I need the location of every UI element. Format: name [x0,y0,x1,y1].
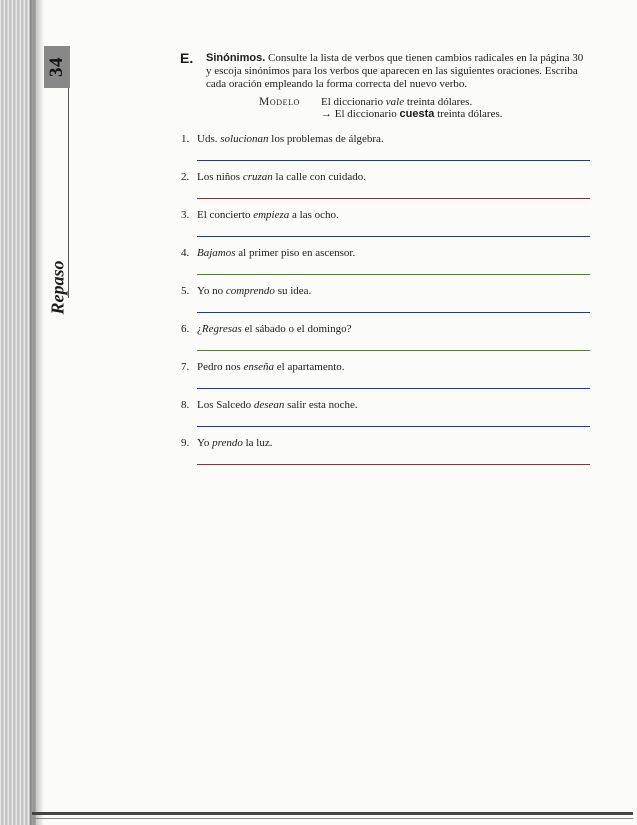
item-sentence [197,171,366,183]
instructions-text: Consulte la lista de verbos que tienen cambios radicales en la página 30 y escoja sinónimos para los verbos que aparecen en las siguientes oraciones. Escriba cada oración empleando la forma correcta del nuevo verbo. [206,52,584,90]
item-text-end: a las ocho. [289,209,339,221]
item-verb: desean [253,399,285,411]
item-number: 9. [181,437,190,449]
answer-line[interactable] [197,464,590,465]
exercise-item [181,394,591,432]
model-answer-end: treinta dólares. [434,108,503,120]
section-label [46,252,70,322]
model-sentence-end: treinta dólares. [404,96,473,108]
item-number: 3. [181,209,190,221]
item-text-start: Yo no [197,285,226,297]
item-verb: Bajamos [197,247,236,259]
item-text-start: El concierto [197,209,254,221]
item-number: 5. [181,285,190,297]
item-text-end: al primer piso en ascensor. [235,247,356,259]
item-text-start: ¿ [197,323,202,335]
answer-line[interactable] [197,160,590,161]
exercise-item [181,166,591,204]
item-text-start: Los niños [197,171,243,183]
item-text-start: Los Salcedo [197,399,254,411]
item-sentence [197,133,384,145]
item-sentence [197,209,339,221]
item-verb: Regresas [201,323,242,335]
item-sentence [197,361,345,373]
model-sentence [321,96,581,108]
item-number: 8. [181,399,190,411]
exercise-title: Sinónimos. [206,52,266,64]
item-number: 4. [181,247,190,259]
answer-line[interactable] [197,426,590,427]
answer-line[interactable] [197,198,590,199]
item-number: 1. [181,133,190,145]
item-text-end: la calle con cuidado. [272,171,366,183]
item-number: 6. [181,323,190,335]
exercise-item [181,280,591,318]
answer-line[interactable] [197,274,590,275]
item-number: 2. [181,171,190,183]
model-sentence-start: El diccionario [321,96,386,108]
item-text-end: los problemas de álgebra. [268,133,384,145]
answer-line[interactable] [197,236,590,237]
exercise-item [181,356,591,394]
page-number-tab [44,46,70,88]
page-number: 34 [46,57,67,77]
item-text-end: la luz. [242,437,273,449]
item-text-start: Pedro nos [197,361,244,373]
item-text-end: el sábado o el domingo? [241,323,352,335]
model-label: Modelo [259,96,300,108]
section-title: Repaso [47,260,68,314]
model-answer-verb: cuesta [399,108,435,120]
item-number: 7. [181,361,190,373]
item-sentence [197,247,355,259]
item-verb: solucionan [220,133,269,145]
exercise-item [181,432,591,470]
exercise-item [181,128,591,166]
item-text-start: Yo [197,437,213,449]
item-verb: comprendo [225,285,275,297]
item-verb: empieza [253,209,290,221]
binding-shadow [30,0,44,825]
item-text-end: el apartamento. [274,361,345,373]
answer-line[interactable] [197,312,590,313]
item-verb: cruzan [242,171,273,183]
answer-line[interactable] [197,350,590,351]
item-verb: prendo [212,437,243,449]
exercise-instructions [206,52,590,91]
page-bottom-edge-shadow [32,818,633,819]
exercise-header [180,52,590,91]
item-sentence [197,323,351,335]
exercise-items [181,128,591,470]
arrow-icon: → [321,108,332,120]
item-text-end: su idea. [274,285,312,297]
model-answer-start: El diccionario [332,108,400,120]
item-sentence [197,285,311,297]
exercise-item [181,204,591,242]
answer-line[interactable] [197,388,590,389]
model-lines [321,96,581,120]
exercise-letter: E. [180,50,194,66]
item-text-start: Uds. [197,133,221,145]
item-verb: enseña [243,361,274,373]
model-sentence-verb: vale [385,96,405,108]
item-text-end: salir esta noche. [284,399,358,411]
exercise-item [181,318,591,356]
model-answer [321,108,581,120]
page-bottom-edge [32,812,633,815]
exercise-item [181,242,591,280]
item-sentence [197,399,358,411]
item-sentence [197,437,273,449]
